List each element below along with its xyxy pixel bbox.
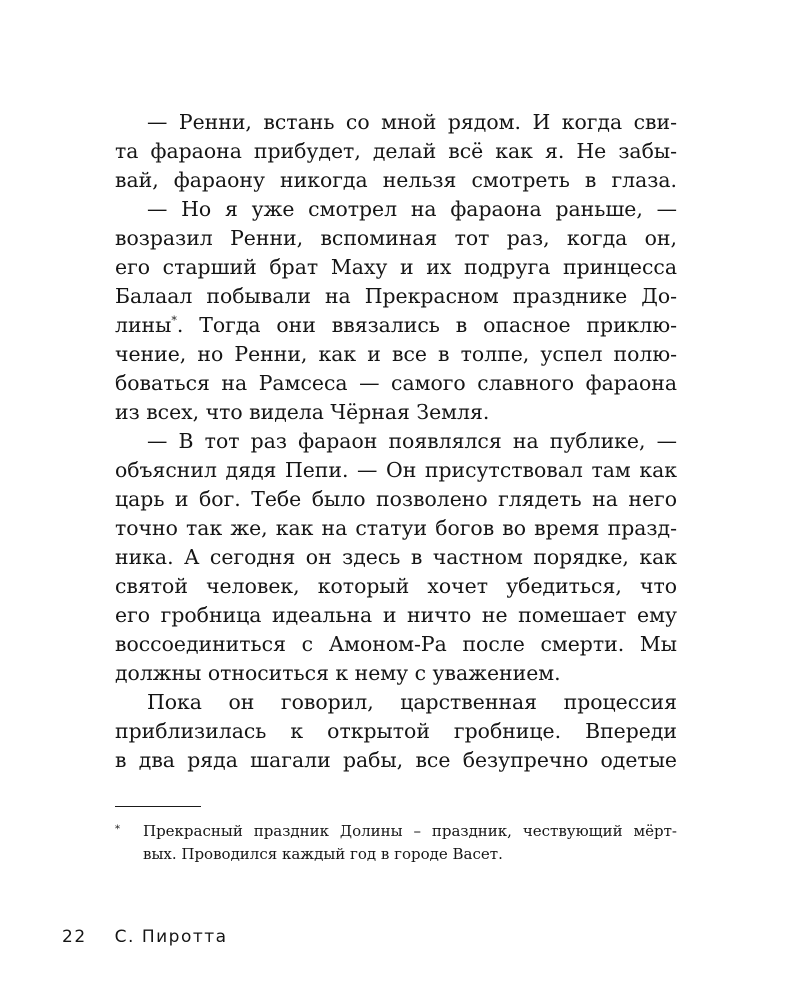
text-segment: лины [115, 313, 172, 337]
text-line: точно так же, как на статуи богов во время празд- [115, 516, 677, 540]
text-line: его старший брат Маху и их подруга принцесса [115, 255, 677, 279]
footnote-line: вых. Проводился каждый год в городе Васет. [143, 845, 503, 863]
page-number: 22 [62, 927, 87, 947]
text-line: Пока он говорил, царственная процессия [147, 690, 677, 714]
footnote-reference[interactable]: * [171, 314, 177, 328]
footnote-separator [115, 806, 201, 807]
text-line: приблизилась к открытой гробнице. Впереди [115, 719, 677, 743]
text-line: возразил Ренни, вспоминая тот раз, когда он, [115, 226, 677, 250]
footnote-marker: * [115, 824, 120, 835]
text-line: чение, но Ренни, как и все в толпе, успел полю- [115, 342, 677, 366]
text-line: его гробница идеальна и ничто не помешает ему [115, 603, 677, 627]
footnote-line: Прекрасный праздник Долины – праздник, чествующий мёрт- [143, 822, 677, 840]
text-segment: . Тогда они ввязались в опасное приклю- [176, 313, 677, 337]
text-line: царь и бог. Тебе было позволено глядеть на него [115, 487, 677, 511]
text-line [115, 311, 677, 340]
author-name: С. Пиротта [114, 927, 228, 947]
text-line: воссоединиться с Амоном-Ра после смерти. Мы [115, 632, 677, 656]
text-line: святой человек, который хочет убедиться, что [115, 574, 677, 598]
text-line: ника. А сегодня он здесь в частном порядке, как [115, 545, 677, 569]
text-line: та фараона прибудет, делай всё как я. Не забы- [115, 139, 677, 163]
text-line: должны относиться к нему с уважением. [115, 661, 561, 685]
footnote [115, 820, 677, 866]
text-line: в два ряда шагали рабы, все безупречно одетые [115, 748, 677, 772]
text-line: — Но я уже смотрел на фараона раньше, — [147, 197, 677, 221]
text-line: боваться на Рамсеса — самого славного фараона [115, 371, 677, 395]
text-line: Балаал побывали на Прекрасном празднике До- [115, 284, 677, 308]
text-line: вай, фараону никогда нельзя смотреть в глаза. [115, 168, 677, 192]
text-line: из всех, что видела Чёрная Земля. [115, 400, 490, 424]
text-line: — В тот раз фараон появлялся на публике, — [147, 429, 677, 453]
text-line: — Ренни, встань со мной рядом. И когда сви- [147, 110, 677, 134]
body-text [115, 108, 677, 775]
text-line: объяснил дядя Пепи. — Он присутствовал там как [115, 458, 677, 482]
running-footer [62, 925, 228, 949]
